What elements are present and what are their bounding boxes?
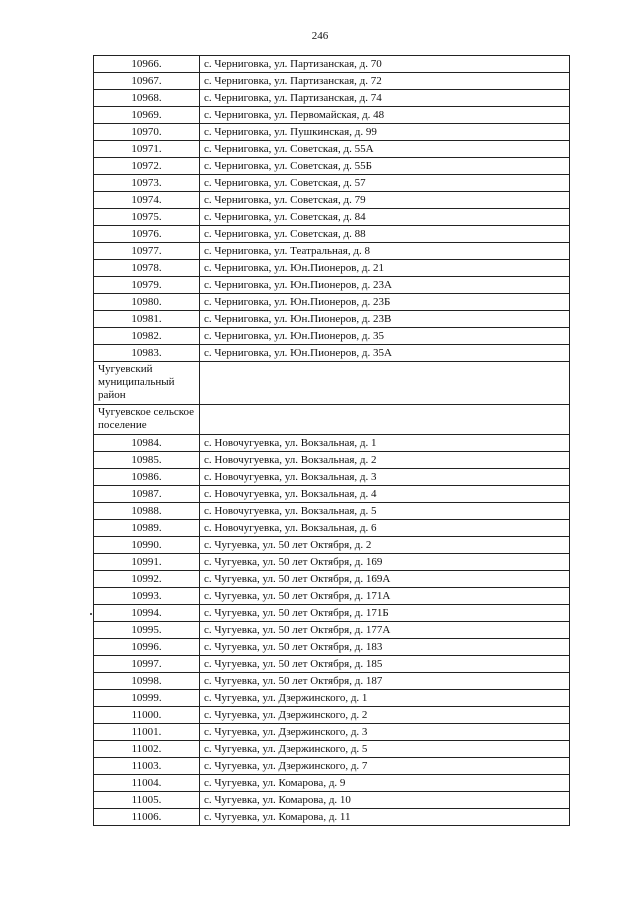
row-number: 10996. xyxy=(94,639,200,656)
row-number: 11003. xyxy=(94,758,200,775)
row-address: с. Чугуевка, ул. Комарова, д. 10 xyxy=(200,792,570,809)
table-row xyxy=(94,673,570,690)
row-number: 10969. xyxy=(94,107,200,124)
row-address: с. Черниговка, ул. Юн.Пионеров, д. 35А xyxy=(200,345,570,362)
row-number: 10997. xyxy=(94,656,200,673)
row-address: с. Черниговка, ул. Юн.Пионеров, д. 23Б xyxy=(200,294,570,311)
settlement-empty-cell xyxy=(200,405,570,435)
row-address: с. Новочугуевка, ул. Вокзальная, д. 3 xyxy=(200,469,570,486)
row-number: 10995. xyxy=(94,622,200,639)
table-row xyxy=(94,690,570,707)
row-address: с. Чугуевка, ул. 50 лет Октября, д. 185 xyxy=(200,656,570,673)
table-row xyxy=(94,175,570,192)
table-row xyxy=(94,124,570,141)
row-address: с. Черниговка, ул. Юн.Пионеров, д. 21 xyxy=(200,260,570,277)
district-row xyxy=(94,362,570,405)
row-address: с. Черниговка, ул. Советская, д. 55Б xyxy=(200,158,570,175)
table-row xyxy=(94,775,570,792)
table-row xyxy=(94,605,570,622)
row-address: с. Черниговка, ул. Партизанская, д. 72 xyxy=(200,73,570,90)
row-number: 10973. xyxy=(94,175,200,192)
table-row xyxy=(94,639,570,656)
table-row xyxy=(94,520,570,537)
row-number: 10993. xyxy=(94,588,200,605)
row-number: 10979. xyxy=(94,277,200,294)
scan-speck xyxy=(90,613,92,615)
settlement-label: Чугуевское сельское поселение xyxy=(94,405,200,435)
row-address: с. Чугуевка, ул. Дзержинского, д. 5 xyxy=(200,741,570,758)
row-number: 10966. xyxy=(94,56,200,73)
row-address: с. Чугуевка, ул. 50 лет Октября, д. 2 xyxy=(200,537,570,554)
row-number: 10982. xyxy=(94,328,200,345)
row-number: 11006. xyxy=(94,809,200,826)
table-row xyxy=(94,588,570,605)
row-address: с. Новочугуевка, ул. Вокзальная, д. 4 xyxy=(200,486,570,503)
row-number: 10991. xyxy=(94,554,200,571)
table-row xyxy=(94,243,570,260)
table-row xyxy=(94,107,570,124)
table-row xyxy=(94,571,570,588)
table-row xyxy=(94,486,570,503)
table-section-chernigovka xyxy=(94,56,570,362)
table-row xyxy=(94,328,570,345)
settlement-row xyxy=(94,405,570,435)
row-address: с. Чугуевка, ул. 50 лет Октября, д. 187 xyxy=(200,673,570,690)
row-number: 10975. xyxy=(94,209,200,226)
row-number: 10984. xyxy=(94,435,200,452)
row-number: 10989. xyxy=(94,520,200,537)
page-number: 246 xyxy=(311,30,329,42)
row-number: 10970. xyxy=(94,124,200,141)
district-empty-cell xyxy=(200,362,570,405)
row-address: с. Чугуевка, ул. 50 лет Октября, д. 169А xyxy=(200,571,570,588)
row-number: 10971. xyxy=(94,141,200,158)
row-address: с. Черниговка, ул. Советская, д. 84 xyxy=(200,209,570,226)
row-address: с. Чугуевка, ул. Дзержинского, д. 2 xyxy=(200,707,570,724)
row-address: с. Новочугуевка, ул. Вокзальная, д. 2 xyxy=(200,452,570,469)
row-number: 10988. xyxy=(94,503,200,520)
row-address: с. Черниговка, ул. Партизанская, д. 74 xyxy=(200,90,570,107)
row-address: с. Черниговка, ул. Театральная, д. 8 xyxy=(200,243,570,260)
table-row xyxy=(94,158,570,175)
table-row xyxy=(94,656,570,673)
row-address: с. Черниговка, ул. Первомайская, д. 48 xyxy=(200,107,570,124)
table-section-chuguevka xyxy=(94,435,570,826)
row-address: с. Чугуевка, ул. 50 лет Октября, д. 171А xyxy=(200,588,570,605)
row-number: 10998. xyxy=(94,673,200,690)
row-address: с. Черниговка, ул. Советская, д. 57 xyxy=(200,175,570,192)
row-number: 10976. xyxy=(94,226,200,243)
table-row xyxy=(94,226,570,243)
row-number: 10987. xyxy=(94,486,200,503)
table-row xyxy=(94,758,570,775)
row-address: с. Новочугуевка, ул. Вокзальная, д. 6 xyxy=(200,520,570,537)
table-row xyxy=(94,311,570,328)
row-number: 10968. xyxy=(94,90,200,107)
table-row xyxy=(94,73,570,90)
table-row xyxy=(94,260,570,277)
table-row xyxy=(94,435,570,452)
table-row xyxy=(94,809,570,826)
table-row xyxy=(94,741,570,758)
row-address: с. Чугуевка, ул. Дзержинского, д. 1 xyxy=(200,690,570,707)
table-row xyxy=(94,90,570,107)
table-row xyxy=(94,56,570,73)
row-number: 11004. xyxy=(94,775,200,792)
row-address: с. Чугуевка, ул. Дзержинского, д. 3 xyxy=(200,724,570,741)
row-number: 10983. xyxy=(94,345,200,362)
row-number: 10978. xyxy=(94,260,200,277)
row-address: с. Черниговка, ул. Пушкинская, д. 99 xyxy=(200,124,570,141)
row-number: 11005. xyxy=(94,792,200,809)
row-address: с. Черниговка, ул. Юн.Пионеров, д. 23В xyxy=(200,311,570,328)
row-address: с. Чугуевка, ул. Комарова, д. 11 xyxy=(200,809,570,826)
row-number: 10986. xyxy=(94,469,200,486)
table-row xyxy=(94,277,570,294)
district-label: Чугуевский муниципальный район xyxy=(94,362,200,405)
table-row xyxy=(94,792,570,809)
row-number: 10967. xyxy=(94,73,200,90)
row-address: с. Черниговка, ул. Советская, д. 55А xyxy=(200,141,570,158)
row-number: 10974. xyxy=(94,192,200,209)
row-number: 10985. xyxy=(94,452,200,469)
row-address: с. Черниговка, ул. Партизанская, д. 70 xyxy=(200,56,570,73)
address-table xyxy=(93,55,570,826)
row-address: с. Новочугуевка, ул. Вокзальная, д. 5 xyxy=(200,503,570,520)
row-number: 10990. xyxy=(94,537,200,554)
row-address: с. Чугуевка, ул. Дзержинского, д. 7 xyxy=(200,758,570,775)
row-address: с. Черниговка, ул. Советская, д. 88 xyxy=(200,226,570,243)
row-number: 11000. xyxy=(94,707,200,724)
row-number: 10994. xyxy=(94,605,200,622)
table-row xyxy=(94,192,570,209)
table-row xyxy=(94,345,570,362)
row-number: 10999. xyxy=(94,690,200,707)
table-row xyxy=(94,452,570,469)
row-address: с. Черниговка, ул. Юн.Пионеров, д. 23А xyxy=(200,277,570,294)
table-row xyxy=(94,209,570,226)
row-number: 10972. xyxy=(94,158,200,175)
row-address: с. Чугуевка, ул. 50 лет Октября, д. 171Б xyxy=(200,605,570,622)
row-address: с. Черниговка, ул. Советская, д. 79 xyxy=(200,192,570,209)
row-address: с. Чугуевка, ул. Комарова, д. 9 xyxy=(200,775,570,792)
row-address: с. Новочугуевка, ул. Вокзальная, д. 1 xyxy=(200,435,570,452)
row-address: с. Чугуевка, ул. 50 лет Октября, д. 177А xyxy=(200,622,570,639)
table-row xyxy=(94,724,570,741)
row-number: 10992. xyxy=(94,571,200,588)
table-row xyxy=(94,554,570,571)
table-row xyxy=(94,141,570,158)
row-address: с. Чугуевка, ул. 50 лет Октября, д. 169 xyxy=(200,554,570,571)
row-number: 11001. xyxy=(94,724,200,741)
row-number: 11002. xyxy=(94,741,200,758)
table-row xyxy=(94,622,570,639)
row-address: с. Чугуевка, ул. 50 лет Октября, д. 183 xyxy=(200,639,570,656)
table-row xyxy=(94,537,570,554)
table-section-headers xyxy=(94,362,570,435)
table-row xyxy=(94,294,570,311)
row-number: 10980. xyxy=(94,294,200,311)
table-row xyxy=(94,503,570,520)
table-row xyxy=(94,469,570,486)
row-address: с. Черниговка, ул. Юн.Пионеров, д. 35 xyxy=(200,328,570,345)
table-row xyxy=(94,707,570,724)
row-number: 10977. xyxy=(94,243,200,260)
row-number: 10981. xyxy=(94,311,200,328)
